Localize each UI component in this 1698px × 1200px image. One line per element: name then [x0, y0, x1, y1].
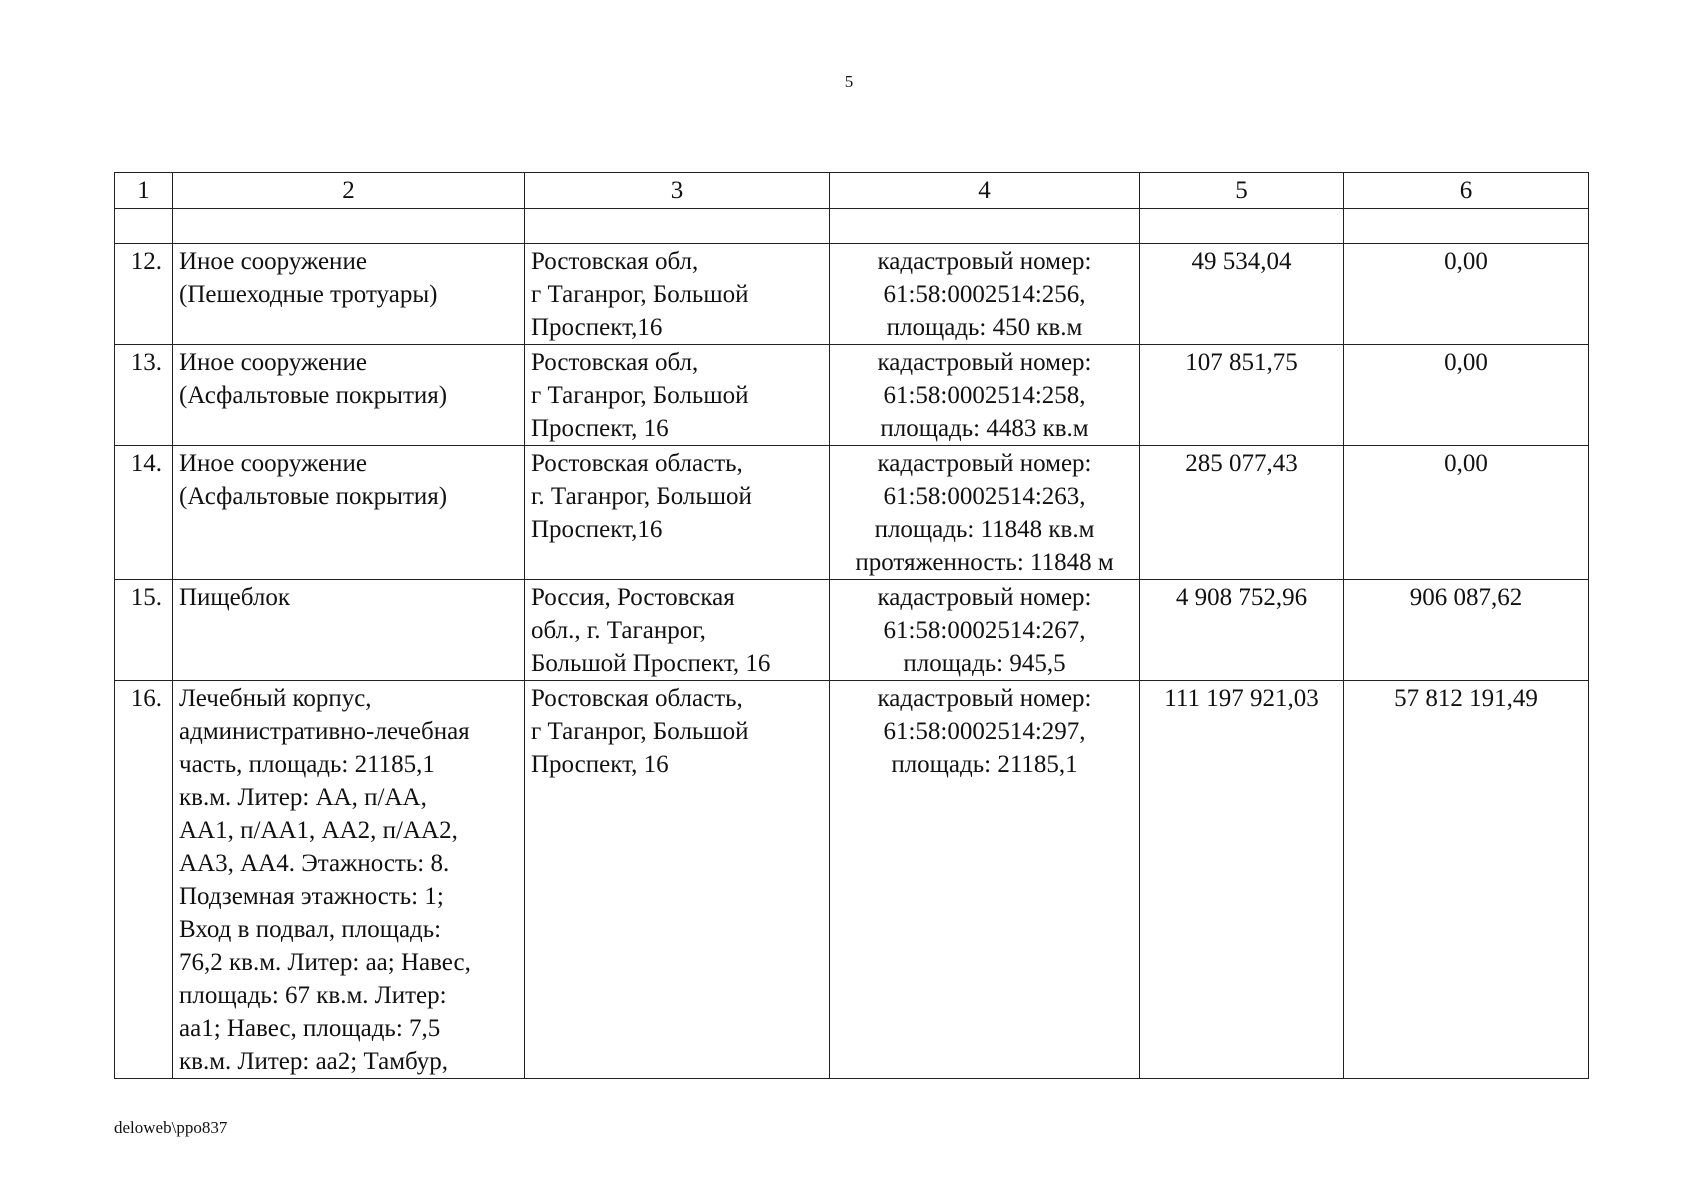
- object-name-line: Лечебный корпус,: [179, 685, 372, 712]
- object-name: [173, 446, 525, 580]
- object-details: [830, 244, 1140, 345]
- object-address-line: Ростовская область,: [531, 685, 743, 712]
- object-name-line: кв.м. Литер: аа2; Тамбур,: [179, 1048, 449, 1075]
- object-name-line: часть, площадь: 21185,1: [179, 751, 435, 778]
- footer-reference: deloweb\ppo837: [114, 1118, 228, 1137]
- object-details-line: кадастровый номер:: [877, 248, 1092, 275]
- object-name-line: Иное сооружение: [179, 248, 367, 275]
- object-name-line: аа1; Навес, площадь: 7,5: [179, 1015, 441, 1042]
- object-details-line: площадь: 945,5: [903, 650, 1066, 677]
- object-details-line: кадастровый номер:: [877, 685, 1092, 712]
- object-details-line: кадастровый номер:: [877, 349, 1092, 376]
- header-cell: 6: [1344, 173, 1589, 209]
- object-address-line: Россия, Ростовская: [531, 584, 735, 611]
- object-details-line: площадь: 11848 кв.м: [874, 516, 1095, 543]
- object-name-line: кв.м. Литер: АА, п/АА,: [179, 784, 427, 811]
- book-value: 107 851,75: [1140, 345, 1344, 446]
- object-address-line: Проспект,16: [531, 314, 663, 341]
- table-header-row: [115, 173, 1589, 209]
- object-details: [830, 580, 1140, 681]
- header-cell: 5: [1140, 173, 1344, 209]
- object-name-line: 76,2 кв.м. Литер: аа; Навес,: [179, 949, 471, 976]
- object-address: [525, 345, 830, 446]
- object-name-line: площадь: 67 кв.м. Литер:: [179, 982, 447, 1009]
- object-address-line: Проспект, 16: [531, 415, 669, 442]
- object-name: [173, 681, 525, 1079]
- object-details-line: площадь: 450 кв.м: [886, 314, 1083, 341]
- header-cell: 2: [173, 173, 525, 209]
- row-number: 12.: [115, 244, 173, 345]
- book-value: 111 197 921,03: [1140, 681, 1344, 1079]
- object-details-line: кадастровый номер:: [877, 584, 1092, 611]
- object-address-line: Проспект,16: [531, 516, 663, 543]
- object-name-line: (Асфальтовые покрытия): [179, 382, 448, 409]
- object-details: [830, 446, 1140, 580]
- object-address-line: Ростовская область,: [531, 450, 743, 477]
- object-address-line: г Таганрог, Большой: [531, 281, 749, 308]
- object-name-line: Иное сооружение: [179, 349, 367, 376]
- row-number: 13.: [115, 345, 173, 446]
- header-cell: 4: [830, 173, 1140, 209]
- object-details-line: 61:58:0002514:256,: [883, 281, 1086, 308]
- residual-value: 57 812 191,49: [1344, 681, 1589, 1079]
- row-number: 14.: [115, 446, 173, 580]
- object-details-line: 61:58:0002514:258,: [883, 382, 1086, 409]
- row-number: 15.: [115, 580, 173, 681]
- object-name-line: (Асфальтовые покрытия): [179, 483, 448, 510]
- object-address: [525, 446, 830, 580]
- object-address: [525, 681, 830, 1079]
- object-address-line: г Таганрог, Большой: [531, 718, 749, 745]
- object-name-line: Пищеблок: [179, 584, 290, 611]
- table-row: [115, 244, 1589, 345]
- table-row: [115, 681, 1589, 1079]
- property-table: [114, 172, 1589, 1079]
- object-details-line: протяженность: 11848 м: [855, 549, 1114, 576]
- object-address-line: Ростовская обл,: [531, 248, 699, 275]
- object-details-line: площадь: 4483 кв.м: [880, 415, 1089, 442]
- empty-row: [115, 209, 1589, 244]
- object-details-line: 61:58:0002514:263,: [883, 483, 1086, 510]
- object-details: [830, 681, 1140, 1079]
- object-details-line: 61:58:0002514:297,: [883, 718, 1086, 745]
- book-value: 4 908 752,96: [1140, 580, 1344, 681]
- book-value: 49 534,04: [1140, 244, 1344, 345]
- header-cell: 1: [115, 173, 173, 209]
- object-name-line: Подземная этажность: 1;: [179, 883, 444, 910]
- table-row: [115, 345, 1589, 446]
- object-address-line: обл., г. Таганрог,: [531, 617, 706, 644]
- object-name: [173, 345, 525, 446]
- object-details-line: 61:58:0002514:267,: [883, 617, 1086, 644]
- page-number: 5: [844, 72, 854, 91]
- object-name: [173, 244, 525, 345]
- residual-value: 906 087,62: [1344, 580, 1589, 681]
- object-name-line: административно-лечебная: [179, 718, 470, 745]
- object-name-line: Вход в подвал, площадь:: [179, 916, 442, 943]
- row-number: 16.: [115, 681, 173, 1079]
- object-address-line: Проспект, 16: [531, 751, 669, 778]
- table-row: [115, 446, 1589, 580]
- object-details-line: кадастровый номер:: [877, 450, 1092, 477]
- object-name-line: Иное сооружение: [179, 450, 367, 477]
- object-details: [830, 345, 1140, 446]
- header-cell: 3: [525, 173, 830, 209]
- residual-value: 0,00: [1344, 446, 1589, 580]
- object-address-line: г Таганрог, Большой: [531, 382, 749, 409]
- object-name-line: (Пешеходные тротуары): [179, 281, 438, 308]
- object-address-line: Ростовская обл,: [531, 349, 699, 376]
- book-value: 285 077,43: [1140, 446, 1344, 580]
- residual-value: 0,00: [1344, 345, 1589, 446]
- object-address-line: Большой Проспект, 16: [531, 650, 771, 677]
- object-address-line: г. Таганрог, Большой: [531, 483, 752, 510]
- object-name-line: АА1, п/АА1, АА2, п/АА2,: [179, 817, 458, 844]
- object-details-line: площадь: 21185,1: [891, 751, 1078, 778]
- object-name: [173, 580, 525, 681]
- object-name-line: АА3, АА4. Этажность: 8.: [179, 850, 450, 877]
- table-row: [115, 580, 1589, 681]
- object-address: [525, 244, 830, 345]
- object-address: [525, 580, 830, 681]
- residual-value: 0,00: [1344, 244, 1589, 345]
